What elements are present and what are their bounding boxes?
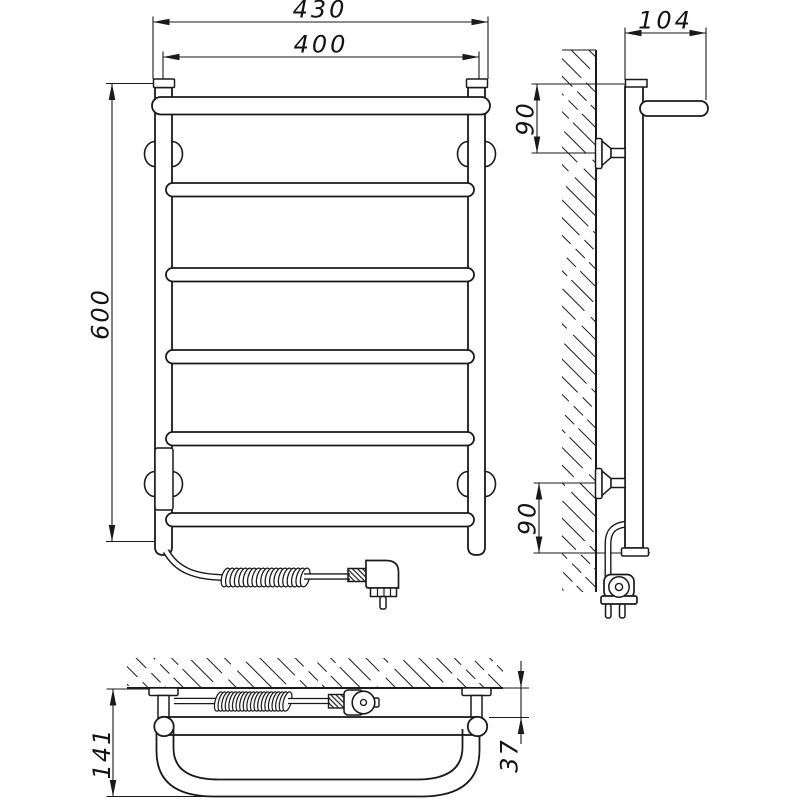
dim-overall-width-label: 430 xyxy=(292,0,348,24)
dim-height xyxy=(87,84,160,542)
wall-hatch xyxy=(562,50,596,592)
bottom-power-cable xyxy=(174,690,379,715)
coiled-cord xyxy=(219,567,311,588)
top-bar xyxy=(152,97,490,115)
right-post xyxy=(468,88,485,556)
side-view xyxy=(512,7,709,619)
front-power-cable xyxy=(166,551,399,609)
wall-bracket-bottom xyxy=(596,469,626,499)
dim-axis-width-label: 400 xyxy=(293,30,349,59)
rung-1 xyxy=(166,183,474,197)
front-view xyxy=(87,0,496,609)
right-post-top-fitting xyxy=(467,79,488,88)
plug-pin-right xyxy=(620,604,626,618)
wall-hatch-bottom xyxy=(127,658,503,688)
dim-bottom-bracket-offset-label: 90 xyxy=(513,500,542,536)
rail-bottom-cap xyxy=(622,548,649,556)
dim-overall-depth-label: 141 xyxy=(88,727,116,780)
plug-face-center xyxy=(615,583,622,590)
dim-overall-depth xyxy=(88,689,215,797)
left-post-section xyxy=(154,717,173,736)
dim-top-bracket-offset-label: 90 xyxy=(511,101,540,136)
plug-pin xyxy=(380,597,386,610)
dim-height-label: 600 xyxy=(86,288,115,340)
wall-bracket-top xyxy=(596,139,626,169)
dim-wall-to-rail-label: 37 xyxy=(495,738,524,773)
curved-top-bar-plan xyxy=(157,729,480,797)
rung-4 xyxy=(166,432,474,446)
rung-3 xyxy=(166,350,474,364)
dim-depth-label: 104 xyxy=(638,6,693,35)
top-bar-profile xyxy=(640,101,708,116)
front-rail-body xyxy=(145,79,496,555)
cord-strain-relief-plan xyxy=(329,695,345,709)
coiled-cord-plan xyxy=(213,691,294,712)
power-plug xyxy=(366,561,399,610)
dim-axis-width xyxy=(163,31,479,79)
cord-strain-relief xyxy=(348,569,366,582)
plug-pin-left xyxy=(606,604,612,618)
power-plug-plan xyxy=(344,690,379,715)
rung-5 xyxy=(166,513,474,527)
bottom-view xyxy=(88,658,529,797)
rung-row-profile xyxy=(162,717,476,735)
right-post-section xyxy=(468,717,487,736)
left-post-top-fitting xyxy=(154,79,175,88)
side-rail-body xyxy=(596,80,709,557)
rail-profile xyxy=(625,87,643,549)
rung-2 xyxy=(166,268,474,282)
rail-top-fitting xyxy=(626,80,648,88)
heating-element-housing xyxy=(155,448,173,510)
side-power-plug xyxy=(601,575,637,619)
